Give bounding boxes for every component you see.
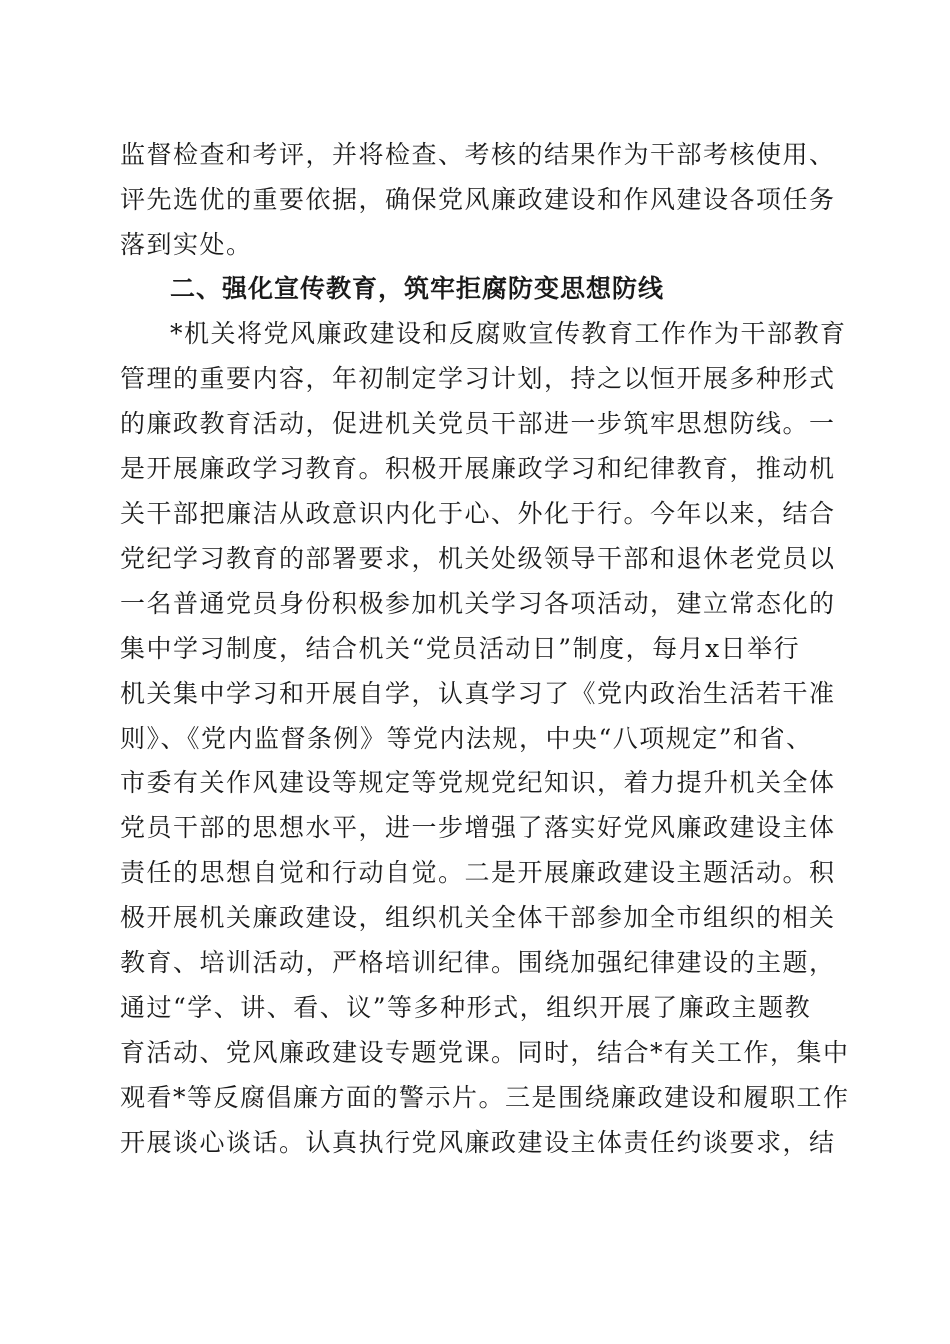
paragraph-line: 关干部把廉洁从政意识内化于心、外化于行。今年以来，结合 bbox=[120, 499, 836, 528]
section-heading: 二、强化宣传教育，筑牢拒腐防变思想防线 bbox=[170, 274, 665, 303]
paragraph-line: *机关将党风廉政建设和反腐败宣传教育工作作为干部教育 bbox=[170, 319, 847, 348]
paragraph-line: 教育、培训活动，严格培训纪律。围绕加强纪律建设的主题， bbox=[120, 948, 836, 977]
paragraph-line: 育活动、党风廉政建设专题党课。同时，结合*有关工作，集中 bbox=[120, 1038, 850, 1067]
paragraph-line: 一名普通党员身份积极参加机关学习各项活动，建立常态化的 bbox=[120, 589, 836, 618]
text-line: 落到实处。 bbox=[120, 230, 253, 259]
paragraph-line: 的廉政教育活动，促进机关党员干部进一步筑牢思想防线。一 bbox=[120, 409, 836, 438]
text-line: 评先选优的重要依据，确保党风廉政建设和作风建设各项任务 bbox=[120, 185, 836, 214]
paragraph-line: 集中学习制度，结合机关“党员活动日”制度，每月x日举行 bbox=[120, 634, 801, 663]
paragraph-line: 观看*等反腐倡廉方面的警示片。三是围绕廉政建设和履职工作 bbox=[120, 1083, 850, 1112]
paragraph-line: 责任的思想自觉和行动自觉。二是开展廉政建设主题活动。积 bbox=[120, 858, 836, 887]
paragraph-line: 党纪学习教育的部署要求，机关处级领导干部和退休老党员以 bbox=[120, 544, 836, 573]
paragraph-line: 则》、《党内监督条例》等党内法规，中央“八项规定”和省、 bbox=[120, 724, 813, 753]
paragraph-line: 开展谈心谈话。认真执行党风廉政建设主体责任约谈要求，结 bbox=[120, 1128, 836, 1157]
paragraph-line: 是开展廉政学习教育。积极开展廉政学习和纪律教育，推动机 bbox=[120, 454, 836, 483]
paragraph-line: 市委有关作风建设等规定等党规党纪知识，着力提升机关全体 bbox=[120, 768, 836, 797]
paragraph-line: 极开展机关廉政建设，组织机关全体干部参加全市组织的相关 bbox=[120, 903, 836, 932]
paragraph-line: 通过“学、讲、看、议”等多种形式，组织开展了廉政主题教 bbox=[120, 993, 812, 1022]
paragraph-line: 机关集中学习和开展自学，认真学习了《党内政治生活若干准 bbox=[120, 679, 836, 708]
paragraph-line: 管理的重要内容，年初制定学习计划，持之以恒开展多种形式 bbox=[120, 364, 836, 393]
text-line: 监督检查和考评，并将检查、考核的结果作为干部考核使用、 bbox=[120, 140, 836, 169]
paragraph-line: 党员干部的思想水平，进一步增强了落实好党风廉政建设主体 bbox=[120, 813, 836, 842]
